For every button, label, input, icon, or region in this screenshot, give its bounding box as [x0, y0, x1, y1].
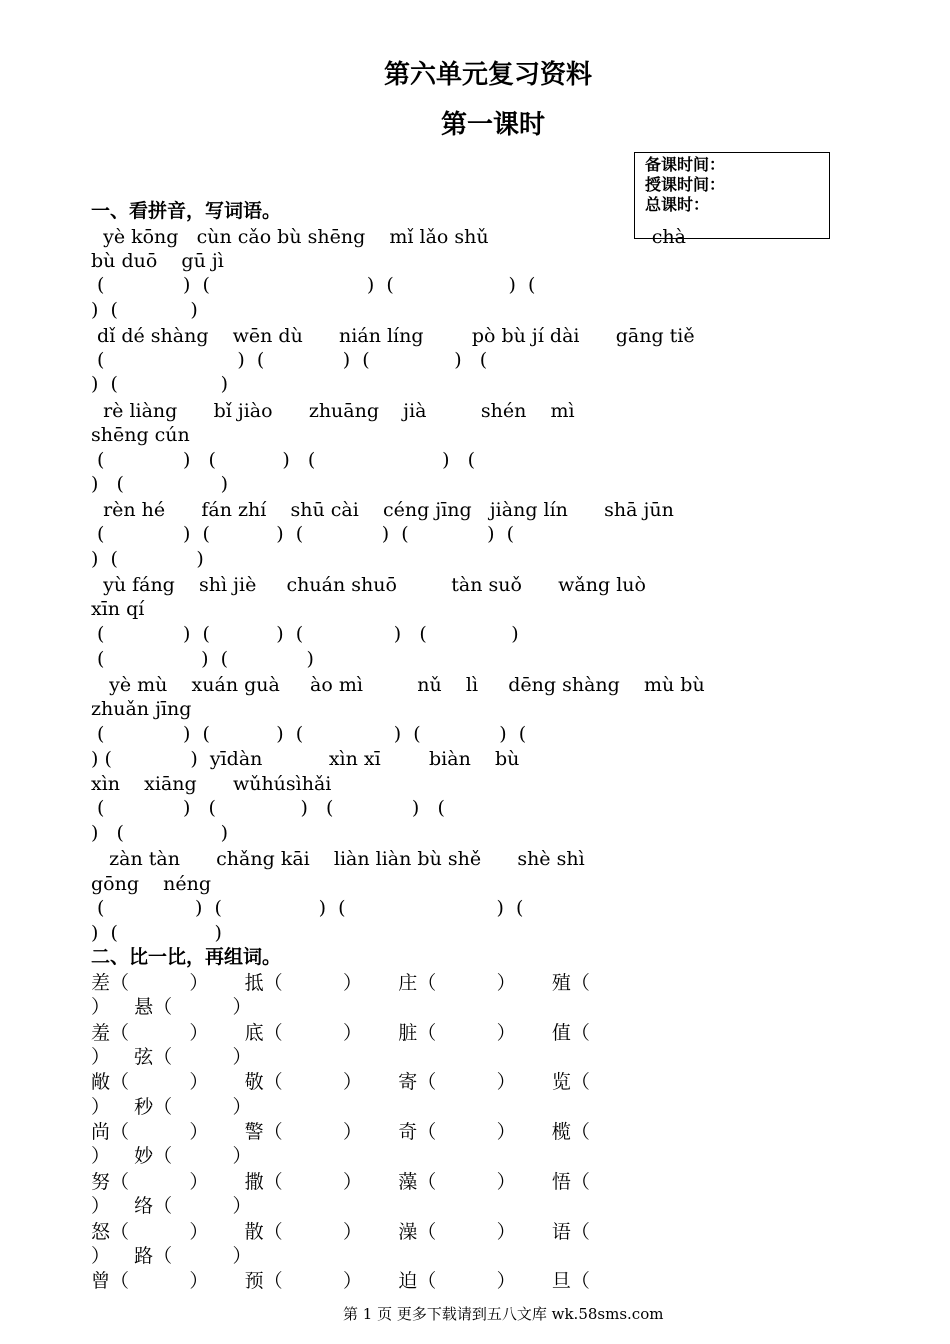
word-compare-line: 敞（ ） 敬（ ） 寄（ ） 览（	[91, 1071, 590, 1093]
answer-line: ( ) ( ) ( ) ( ) (	[91, 523, 515, 545]
answer-line: ) ( )	[91, 373, 228, 395]
word-compare-line: 羞（ ） 底（ ） 脏（ ） 值（	[91, 1022, 590, 1044]
answer-line: ( ) ( ) ( ) (	[91, 349, 488, 371]
total-time-label: 总课时：	[645, 195, 710, 214]
pinyin-line: yè mù xuán guà ào mì nǔ lì dēng shàng mù bù	[91, 674, 705, 696]
pinyin-line: rè liàng bǐ jiào zhuāng jià shén mì	[91, 400, 575, 422]
answer-line: ( ) ( ) ( ) (	[91, 897, 524, 919]
pinyin-line: shēng cún	[91, 424, 190, 446]
word-compare-line: 怒（ ） 散（ ） 澡（ ） 语（	[91, 1221, 590, 1243]
word-compare-line: 尚（ ） 警（ ） 奇（ ） 榄（	[91, 1121, 590, 1143]
answer-line: ( ) ( ) ( ) (	[91, 797, 445, 819]
answer-line: ( ) ( ) ( ) ( ) (	[91, 723, 527, 745]
pinyin-line: yè kōng cùn cǎo bù shēng mǐ lǎo shǔ chà	[91, 226, 686, 248]
word-compare-line: 努（ ） 撒（ ） 藻（ ） 悟（	[91, 1171, 590, 1193]
lesson-subtitle: 第一课时	[441, 110, 546, 140]
answer-line: ) ( )	[91, 548, 204, 570]
word-compare-line: ） 秒（ ）	[91, 1096, 252, 1118]
answer-line: ) ( )	[91, 473, 228, 495]
answer-line: ) ( )	[91, 922, 222, 944]
pinyin-line: xīn qí	[91, 598, 145, 620]
answer-line: ) ( ) yīdàn xìn xī biàn bù	[91, 748, 520, 770]
pinyin-line: gōng néng	[91, 873, 212, 895]
pinyin-line: rèn hé fán zhí shū cài céng jīng jiàng lín shā jūn	[91, 499, 674, 521]
answer-line: ) ( )	[91, 299, 198, 321]
word-compare-line: ） 悬（ ）	[91, 996, 252, 1018]
answer-line: ( ) ( ) ( ) (	[91, 449, 476, 471]
answer-line: ( ) ( )	[91, 648, 314, 670]
pinyin-line: zàn tàn chǎng kāi liàn liàn bù shě shè shì	[91, 848, 585, 870]
answer-line: ( ) ( ) ( ) ( )	[91, 623, 519, 645]
answer-line: ) ( )	[91, 822, 228, 844]
prep-time-label: 备课时间：	[645, 155, 726, 174]
word-compare-line: 差（ ） 抵（ ） 庄（ ） 殖（	[91, 972, 590, 994]
page-title: 第六单元复习资料	[384, 60, 593, 90]
teach-time-label: 授课时间：	[645, 175, 726, 194]
word-compare-line: ） 络（ ）	[91, 1195, 252, 1217]
pinyin-line: zhuǎn jīng	[91, 698, 192, 720]
pinyin-line: dǐ dé shàng wēn dù nián líng pò bù jí dài gāng tiě	[91, 325, 695, 347]
word-compare-line: 曾（ ） 预（ ） 迫（ ） 旦（	[91, 1270, 590, 1292]
page-footer: 第 1 页 更多下载请到五八文库 wk.58sms.com	[343, 1305, 664, 1323]
section1-heading: 一、看拼音，写词语。	[91, 200, 282, 222]
pinyin-line: yù fáng shì jiè chuán shuō tàn suǒ wǎng luò	[91, 574, 646, 596]
section2-heading: 二、比一比，再组词。	[91, 946, 282, 968]
word-compare-line: ） 路（ ）	[91, 1245, 252, 1267]
answer-line: ( ) ( ) ( ) (	[91, 274, 536, 296]
word-compare-line: ） 妙（ ）	[91, 1145, 252, 1167]
word-compare-line: ） 弦（ ）	[91, 1046, 252, 1068]
pinyin-line: xìn xiāng wǔhúsìhǎi	[91, 773, 332, 795]
pinyin-line: bù duō gū jì	[91, 250, 224, 272]
